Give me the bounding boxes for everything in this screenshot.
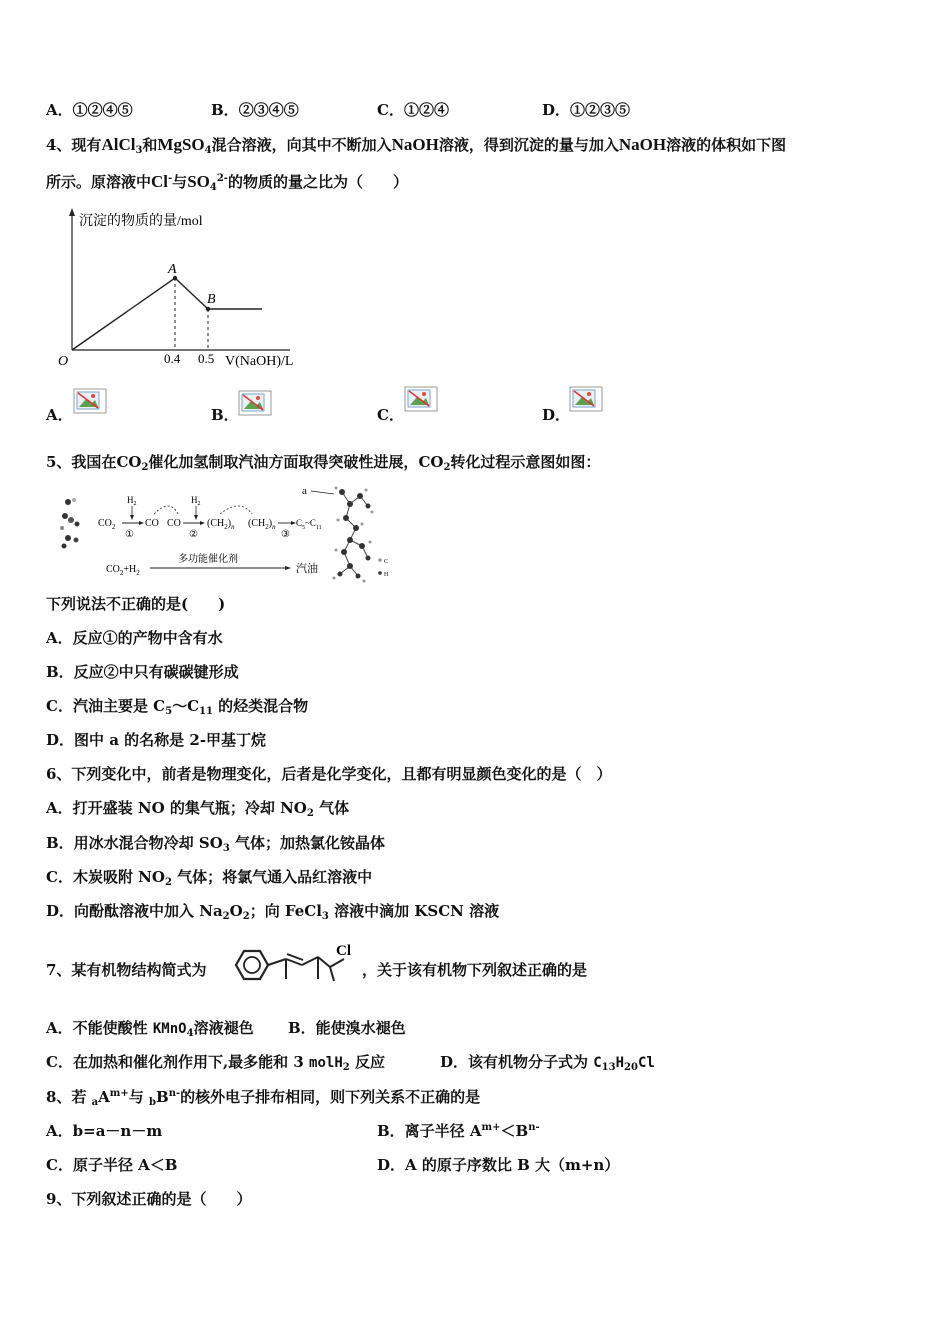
tick-label-2: 0.5: [198, 351, 215, 366]
q5-option-d: D．图中 a 的名称是 2-甲基丁烷: [46, 731, 267, 749]
hydrocarbon-molecules: [340, 492, 368, 576]
q7-option-c: C．在加热和催化剂作用下,最多能和 3 molH$_2$ 反应: [46, 1053, 385, 1073]
q6-stem: 6、下列变化中，前者是物理变化，后者是化学变化，且都有明显颜色变化的是（ ）: [46, 765, 612, 783]
q8-option-a: A．b=a－n－m: [46, 1122, 163, 1140]
option-text: ①②④: [403, 101, 449, 119]
q7-structure-formula: [222, 935, 362, 995]
q4-stem-line2: 所示。原溶液中Cl-与$SO_4^{2-}$的物质的量之比为（ ）: [46, 172, 408, 193]
chlorine-label: Cl: [336, 943, 351, 959]
svg-text:CO: CO: [145, 518, 159, 529]
catalyst-label: 多功能催化剂: [178, 554, 238, 565]
q9-stem: 9、下列叙述正确的是（ ）: [46, 1190, 252, 1208]
q4-stem-line1: 4、现有AlCl$_3$和MgSO$_4$混合溶液，向其中不断加入NaOH溶液，得到沉淀的量与加入NaOH溶液的体积如下图: [46, 135, 787, 156]
option-label: C．: [377, 101, 404, 119]
point-b-dot: [206, 307, 210, 311]
q6-option-c: C．木炭吸附 $NO_2$ 气体；将氯气通入品红溶液中: [46, 868, 373, 888]
legend-c-label: C: [384, 559, 389, 565]
q4-option-a: A．: [46, 406, 73, 424]
precipitate-curve: [72, 278, 262, 350]
q7-stem-prefix: 7、某有机物结构简式为: [46, 961, 207, 979]
broken-image-icon: [73, 388, 107, 414]
q3-option-a: [46, 100, 133, 120]
step2-label: ②: [189, 529, 198, 540]
q8-option-b: B．离子半径 $A^{m+}<B^{n-}$: [377, 1122, 540, 1140]
q5-question: 下列说法不正确的是( ): [46, 595, 226, 613]
q4-option-b: B．: [211, 406, 239, 424]
origin-label: O: [58, 354, 69, 369]
y-axis-arrow: [69, 208, 75, 216]
legend-c-dot: [378, 558, 382, 562]
double-bond: [287, 954, 303, 960]
option-label: D．: [542, 101, 571, 119]
option-text: ①②③⑤: [570, 101, 631, 119]
q6-option-b: B．用冰水混合物冷却 $SO_3$ 气体；加热氯化铵晶体: [46, 834, 386, 854]
option-label: A．: [46, 101, 73, 119]
svg-text:(CH2)n: $(CH_2)_n$: [207, 518, 235, 531]
q3-option-b: [211, 100, 299, 120]
broken-image-icon: [569, 386, 603, 412]
benzene-ring: [236, 951, 268, 979]
q7-option-b: B．能使溴水褪色: [288, 1019, 406, 1037]
q5-option-c: C．汽油主要是 $C_5\sim C_{11}$ 的烃类混合物: [46, 697, 309, 717]
tick-label-1: 0.4: [164, 351, 181, 366]
legend-h-dot: [378, 571, 382, 575]
benzene-inner-circle: [244, 957, 260, 973]
q7-stem-suffix: ，关于该有机物下列叙述正确的是: [362, 961, 588, 979]
q5-option-b: B．反应②中只有碳碳键形成: [46, 663, 239, 681]
step3-label: ③: [281, 529, 290, 540]
q8-stem: 8、若 $_aA^{m+}$与 $_bB^{n-}$的核外电子排布相同，则下列关系不正确的是: [46, 1088, 481, 1108]
q4-precipitate-graph: [55, 205, 315, 370]
q6-option-a: A．打开盛装 NO 的集气瓶；冷却 $NO_2$ 气体: [46, 799, 350, 819]
q8-option-d: D．A 的原子序数比 B 大（m+n）: [377, 1156, 620, 1174]
q6-option-d: D．向酚酞溶液中加入 $Na_2O_2$；向 FeCl$_3$ 溶液中滴加 KSCN 溶液: [46, 902, 500, 922]
option-label: B．: [211, 101, 239, 119]
svg-text:C5~C11: $C_5\sim C_{11}$: [296, 518, 322, 531]
svg-text:CO2: $CO_2$: [98, 518, 116, 531]
q5-stem: 5、我国在$CO_2$催化加氢制取汽油方面取得突破性进展，$CO_2$转化过程示意图如图：: [46, 453, 601, 473]
broken-image-icon: [404, 386, 438, 412]
svg-text:(CH2)n: $(CH_2)_n$: [248, 518, 276, 531]
broken-image-icon: [238, 390, 272, 416]
option-text: ②③④⑤: [238, 101, 299, 119]
option-text: ①②④⑤: [72, 101, 133, 119]
q5-conversion-diagram: [50, 480, 410, 588]
q4-option-d: D．: [542, 406, 571, 424]
q5-option-a: A．反应①的产物中含有水: [46, 629, 223, 647]
svg-text:H2: $H_2$: [191, 495, 201, 507]
svg-text:CO2+H2: $CO_2+H_2$: [106, 564, 140, 577]
q3-option-d: [542, 100, 630, 120]
point-b-label: B: [207, 292, 216, 307]
co2-h2-molecules: [60, 498, 80, 549]
q7-option-d: D．该有机物分子式为 $C_{13}H_{20}Cl$: [440, 1053, 655, 1073]
label-a: a: [302, 485, 307, 497]
x-axis-label: V(NaOH)/L: [225, 354, 294, 369]
q8-option-c: C．原子半径 A＜B: [46, 1156, 178, 1174]
gasoline-label: 汽油: [296, 563, 318, 575]
point-a-label: A: [168, 262, 177, 277]
q3-option-c: [377, 100, 449, 120]
q4-option-c: C．: [377, 406, 404, 424]
y-axis-label: 沉淀的物质的量/mol: [79, 214, 203, 229]
step1-label: ①: [125, 529, 134, 540]
svg-text:H2: $H_2$: [127, 495, 137, 507]
svg-text:CO: CO: [167, 518, 181, 529]
legend-h-label: H: [384, 572, 389, 578]
q7-option-a: A．不能使酸性 KMnO$_4$溶液褪色: [46, 1019, 254, 1039]
